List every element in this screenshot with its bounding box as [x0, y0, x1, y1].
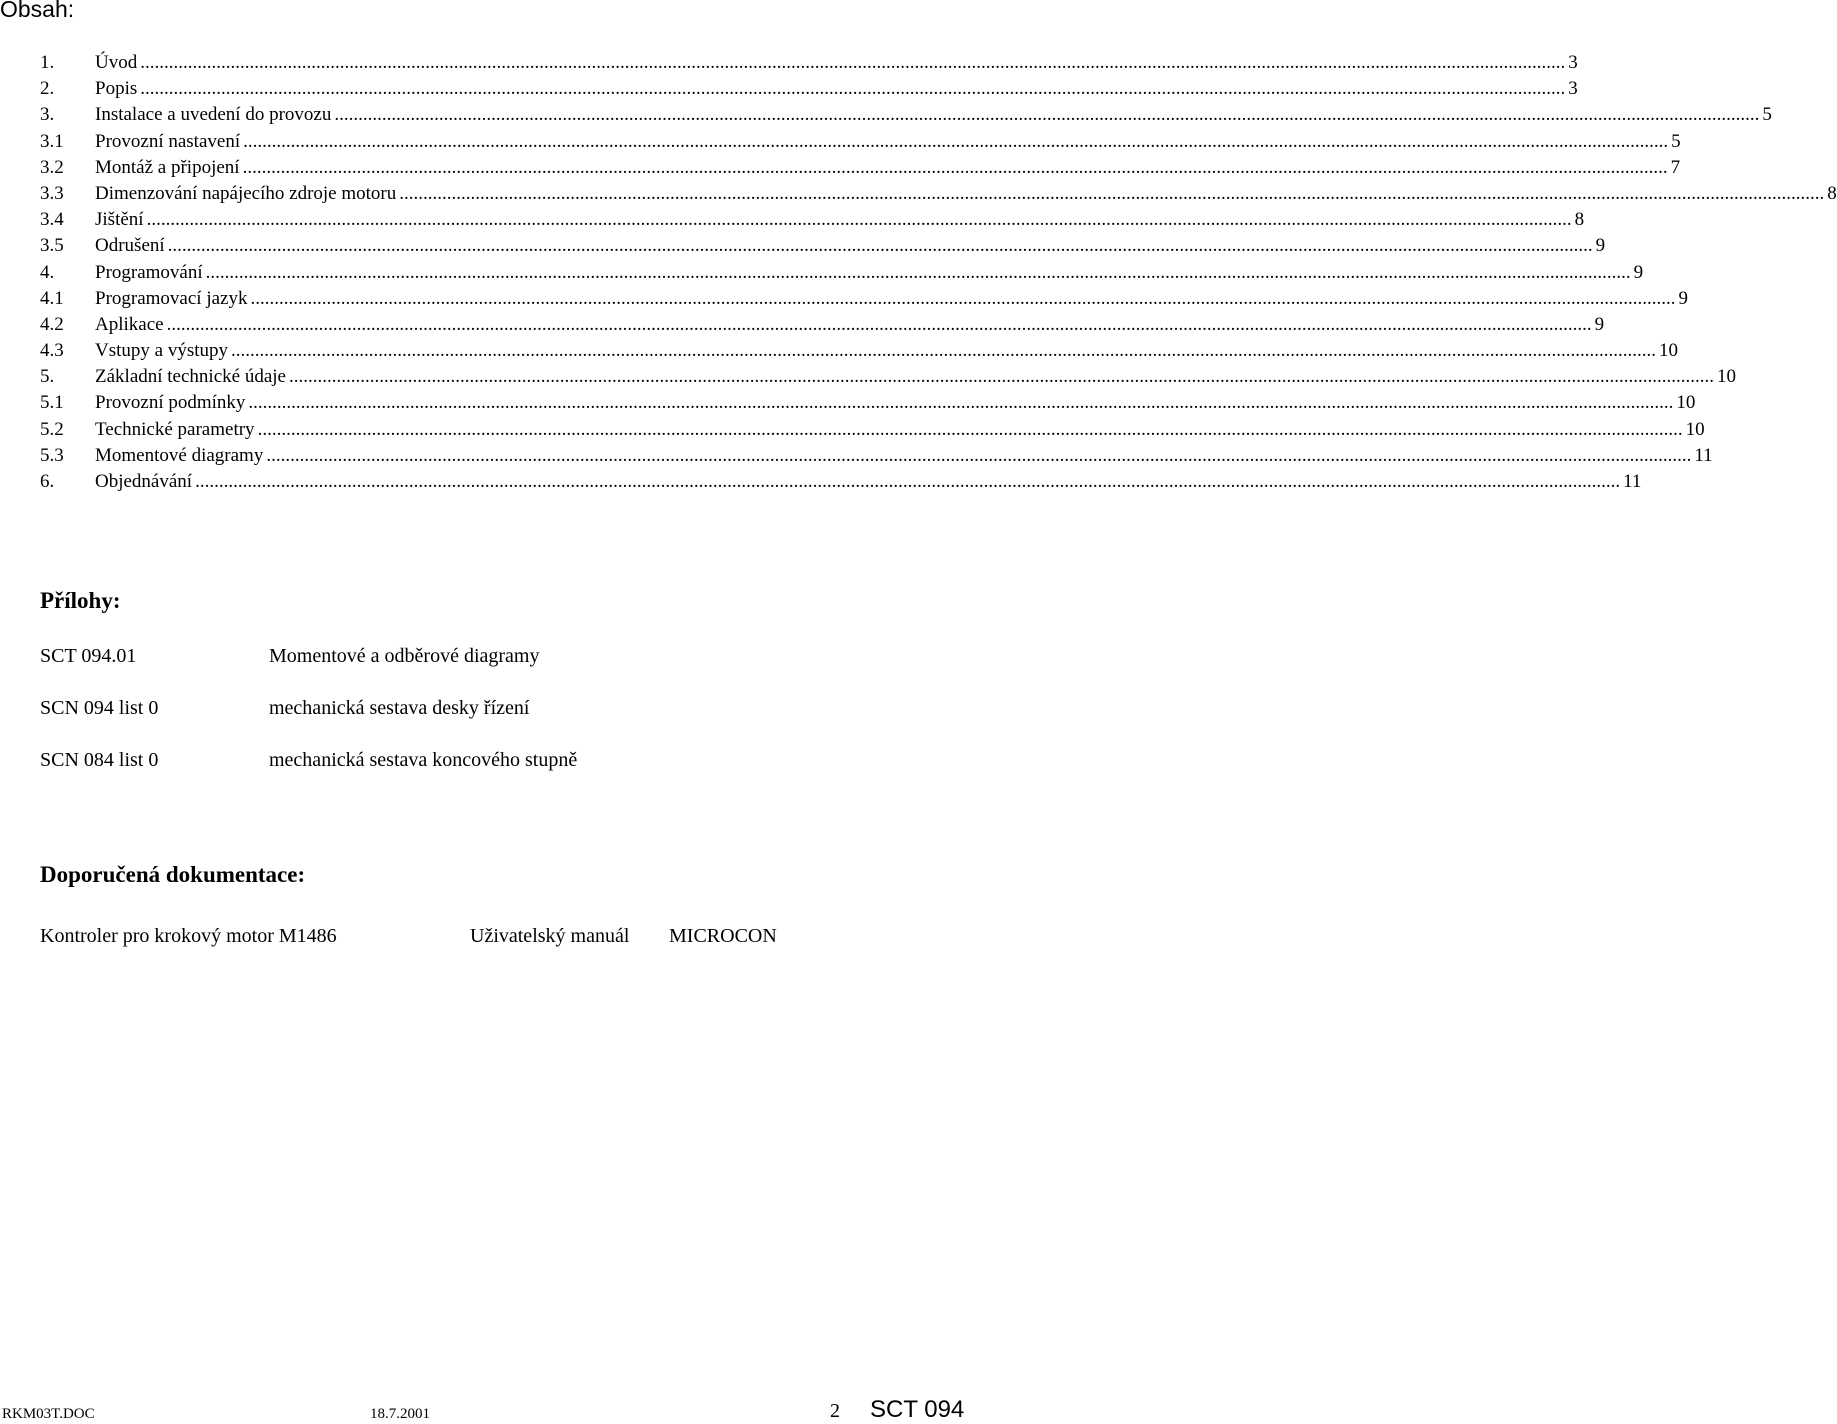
toc-entry-title: Instalace a uvedení do provozu: [95, 104, 332, 126]
toc-entry-page: 8: [1574, 209, 1585, 231]
toc-entry-number: 4.: [40, 261, 55, 283]
toc-entry: [40, 469, 1642, 495]
toc-entry-number: 2.: [40, 78, 55, 100]
toc-entry-title: Programovací jazyk: [95, 287, 248, 309]
attachment-description: Momentové a odběrové diagramy: [269, 645, 540, 667]
doc-type: Uživatelský manuál: [470, 925, 630, 947]
page-heading: Obsah:: [0, 0, 75, 22]
toc-entry-title: Odrušení: [95, 235, 165, 257]
footer-document-code: SCT 094: [870, 1396, 965, 1423]
toc-leader-dots: ............................................................................................................................................................................................................................................................................................................: [334, 104, 1760, 126]
toc-entry-number: 5.1: [40, 392, 64, 414]
attachment-code: SCT 094.01: [40, 645, 137, 667]
toc-entry: [40, 76, 1578, 102]
toc-entry-page: 5: [1671, 130, 1681, 152]
toc-leader-dots: ............................................................................................................................................................................................................................................................................................................: [248, 392, 1674, 414]
toc-entry-page: 3: [1568, 52, 1578, 73]
toc-entry: [40, 390, 1696, 416]
page-footer: [0, 1396, 965, 1423]
toc-entry-number: 1.: [40, 52, 55, 73]
toc-entry-number: 3.3: [40, 182, 64, 204]
toc-entry-page: 11: [1623, 471, 1642, 492]
toc-entry-number: 4.2: [40, 313, 64, 335]
toc-leader-dots: ............................................................................................................................................................................................................................................................................................................: [231, 340, 1656, 362]
toc-entry: [40, 286, 1688, 312]
toc-entry-title: Popis: [95, 78, 138, 100]
toc-entry-number: 3.1: [40, 130, 64, 152]
toc-entry-page: 8: [1827, 182, 1837, 204]
doc-brand: MICROCON: [669, 925, 777, 947]
toc-entry: [40, 102, 1772, 128]
toc-entry: [40, 443, 1713, 469]
toc-entry: [40, 312, 1605, 338]
toc-entry: [40, 207, 1585, 233]
attachment-code: SCN 084 list 0: [40, 749, 159, 771]
toc-entry-number: 3.2: [40, 156, 64, 178]
toc-entry-title: Momentové diagramy: [95, 444, 264, 466]
doc-title: Kontroler pro krokový motor M1486: [40, 925, 337, 947]
footer-date: 18.7.2001: [370, 1406, 430, 1422]
toc-entry-number: 4.3: [40, 340, 64, 362]
attachment-code: SCN 094 list 0: [40, 697, 159, 719]
toc-entry-title: Úvod: [95, 52, 138, 73]
toc-entry: [40, 417, 1705, 443]
toc-entry: [40, 155, 1681, 181]
toc-entry: [40, 364, 1736, 390]
toc-entry: [40, 260, 1644, 286]
toc-entry-title: Dimenzování napájecího zdroje motoru: [95, 182, 397, 204]
attachment-item: [40, 645, 539, 668]
toc-entry-title: Objednávání: [95, 471, 193, 492]
attachment-description: mechanická sestava koncového stupně: [269, 749, 578, 771]
toc-entry-page: 10: [1676, 392, 1696, 414]
toc-entry-page: 9: [1678, 287, 1688, 309]
toc-entry-page: 9: [1633, 261, 1644, 283]
toc-leader-dots: ............................................................................................................................................................................................................................................................................................................: [242, 156, 1668, 178]
toc-entry-number: 5.2: [40, 418, 64, 440]
toc-entry: [40, 181, 1837, 207]
toc-leader-dots: ............................................................................................................................................................................................................................................................................................................: [166, 313, 1592, 335]
recommended-docs-heading: Doporučená dokumentace:: [40, 862, 306, 887]
toc-leader-dots: ............................................................................................................................................................................................................................................................................................................: [140, 52, 1566, 73]
table-of-contents: [40, 50, 1837, 495]
toc-entry-page: 11: [1694, 444, 1713, 466]
toc-leader-dots: ............................................................................................................................................................................................................................................................................................................: [399, 182, 1825, 204]
toc-leader-dots: ............................................................................................................................................................................................................................................................................................................: [288, 366, 1714, 388]
toc-entry-title: Základní technické údaje: [95, 366, 286, 388]
toc-entry-number: 5.3: [40, 444, 64, 466]
toc-entry: [40, 338, 1678, 364]
toc-entry-title: Vstupy a výstupy: [95, 340, 228, 362]
toc-leader-dots: ............................................................................................................................................................................................................................................................................................................: [140, 78, 1566, 100]
toc-entry-title: Montáž a připojení: [95, 156, 240, 178]
attachment-item: [40, 697, 529, 720]
toc-entry-title: Technické parametry: [95, 418, 255, 440]
toc-leader-dots: ............................................................................................................................................................................................................................................................................................................: [266, 444, 1692, 466]
toc-entry-number: 6.: [40, 471, 55, 492]
toc-entry-number: 3.5: [40, 235, 64, 257]
toc-entry-page: 9: [1595, 235, 1606, 257]
toc-leader-dots: ............................................................................................................................................................................................................................................................................................................: [195, 471, 1621, 492]
toc-leader-dots: ............................................................................................................................................................................................................................................................................................................: [146, 209, 1572, 231]
footer-filename: RKM03T.DOC: [2, 1406, 95, 1422]
toc-leader-dots: ............................................................................................................................................................................................................................................................................................................: [243, 130, 1669, 152]
toc-entry-page: 10: [1685, 418, 1705, 440]
attachments-heading: Přílohy:: [40, 588, 121, 613]
toc-leader-dots: ............................................................................................................................................................................................................................................................................................................: [250, 287, 1676, 309]
toc-entry-title: Provozní nastavení: [95, 130, 241, 152]
toc-entry-page: 9: [1594, 313, 1605, 335]
toc-entry-title: Programování: [95, 261, 203, 283]
toc-entry-number: 3.: [40, 104, 55, 126]
toc-entry-number: 3.4: [40, 209, 64, 231]
attachment-description: mechanická sestava desky řízení: [269, 697, 530, 719]
toc-entry-page: 10: [1659, 340, 1678, 362]
toc-leader-dots: ............................................................................................................................................................................................................................................................................................................: [167, 235, 1593, 257]
toc-entry-page: 10: [1716, 366, 1736, 388]
toc-entry-page: 3: [1568, 78, 1578, 100]
toc-leader-dots: ............................................................................................................................................................................................................................................................................................................: [205, 261, 1631, 283]
toc-entry-title: Aplikace: [95, 313, 164, 335]
toc-entry-number: 5.: [40, 366, 55, 388]
toc-entry-title: Provozní podmínky: [95, 392, 246, 414]
toc-entry-number: 4.1: [40, 287, 64, 309]
toc-leader-dots: ............................................................................................................................................................................................................................................................................................................: [257, 418, 1683, 440]
attachment-item: [40, 749, 577, 772]
footer-page-number: 2: [830, 1400, 840, 1422]
toc-entry: [40, 233, 1606, 259]
toc-entry: [40, 50, 1578, 76]
toc-entry-page: 7: [1670, 156, 1681, 178]
toc-entry-page: 5: [1762, 104, 1772, 126]
toc-entry: [40, 129, 1681, 155]
toc-entry-title: Jištění: [95, 209, 144, 231]
